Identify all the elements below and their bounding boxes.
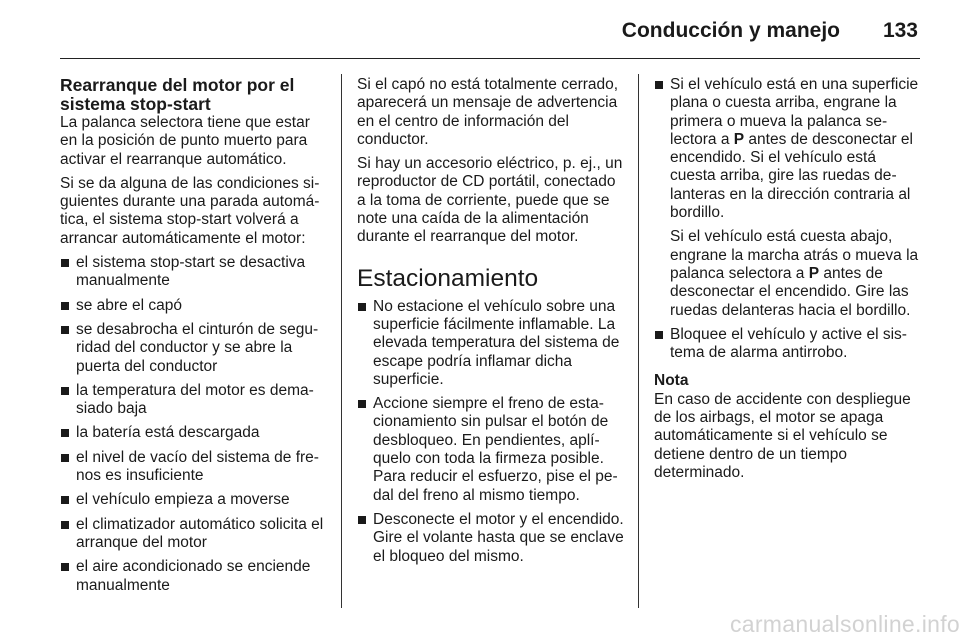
note-label: Nota: [654, 372, 689, 390]
column-divider-1: [341, 74, 342, 608]
list-item: Si el vehículo está en una superficie plana o cuesta arriba, engrane la primera o mueva la palanca selectora a P antes de desconectar el encendido. Si el vehículo está cuesta arriba, gire las ruedas delanteras en la dirección contraria al bordillo. Si el vehículo está cuesta abajo, engrane la marcha atrás o mueva la palanca selectora a P antes de desconectar el encendido. Gire las ruedas delanteras hacia el bordillo.: [654, 76, 924, 320]
page-number: 133: [882, 19, 918, 42]
watermark: carmanualsonline.info: [729, 611, 960, 637]
bullet-icon: [358, 303, 366, 311]
list-item: Desconecte el motor y el encendido. Gire el volante hasta que se enclave el bloqueo del mismo.: [357, 511, 624, 566]
restart-conditions-list: [60, 254, 328, 595]
list-item: el aire acondicionado se enciende manualmente: [60, 558, 328, 595]
bullet-icon: [61, 521, 69, 529]
column-3: [654, 76, 924, 482]
hood-warning-para: Si el capó no está totalmente cerrado, aparecerá un mensaje de advertencia en el centro de información del conductor.: [357, 76, 619, 148]
list-item: Bloquee el vehículo y active el sistema de alarma antirrobo.: [654, 326, 924, 363]
restart-heading: Rearranque del motor por el sistema stop-start: [60, 75, 295, 114]
bullet-icon: [61, 496, 69, 504]
bullet-icon: [61, 326, 69, 334]
restart-para-1: La palanca selectora tiene que estar en la posición de punto muerto para activar el rearranque automático.: [60, 114, 310, 168]
bullet-icon: [61, 259, 69, 267]
column-1: [60, 76, 328, 601]
accessory-para: Si hay un accesorio eléctrico, p. ej., un reproductor de CD portátil, conectado a la toma de corriente, puede que se note una caída de la alimentación durante el rearranque del motor.: [357, 155, 623, 246]
list-item: se abre el capó: [60, 297, 328, 315]
section-title: Conducción y manejo: [621, 19, 840, 42]
column-divider-2: [638, 74, 639, 608]
bullet-icon: [61, 454, 69, 462]
list-item: No estacione el vehículo sobre una superficie fácilmente inflamable. La elevada temperatura del sistema de escape podría inflamar dicha superficie.: [357, 298, 624, 389]
bullet-icon: [61, 563, 69, 571]
bullet-icon: [655, 331, 663, 339]
parking-heading: Estacionamiento: [357, 264, 539, 292]
list-item: el sistema stop-start se desactiva manualmente: [60, 254, 328, 291]
list-item: la batería está descargada: [60, 424, 328, 442]
list-item: se desabrocha el cinturón de seguridad del conductor y se abre la puerta del conductor: [60, 321, 328, 376]
bullet-icon: [358, 516, 366, 524]
restart-para-2: Si se da alguna de las condiciones siguientes durante una parada automática, el sistema stop-start volverá a arrancar automáticamente el motor:: [60, 174, 320, 247]
list-item: el vehículo empieza a moverse: [60, 491, 328, 509]
list-item: la temperatura del motor es demasiado baja: [60, 382, 328, 419]
note-text: En caso de accidente con despliegue de los airbags, el motor se apaga automáticamente si el vehículo se detiene dentro de un tiempo determinado.: [654, 390, 911, 481]
parking-list-continued: [654, 76, 924, 362]
list-item: el nivel de vacío del sistema de frenos es insuficiente: [60, 449, 328, 486]
bullet-icon: [61, 429, 69, 437]
bullet-icon: [358, 400, 366, 408]
parking-list: [357, 298, 624, 566]
page-header: [60, 0, 920, 59]
column-2: [357, 76, 624, 572]
bullet-icon: [61, 302, 69, 310]
bullet-icon: [61, 387, 69, 395]
list-item: el climatizador automático solicita el arranque del motor: [60, 516, 328, 553]
list-item: Accione siempre el freno de estacionamiento sin pulsar el botón de desbloqueo. En pendientes, aplíquelo con toda la firmeza posible. Para reducir el esfuerzo, pise el pedal del freno al mismo tiempo.: [357, 395, 624, 505]
bullet-icon: [655, 81, 663, 89]
